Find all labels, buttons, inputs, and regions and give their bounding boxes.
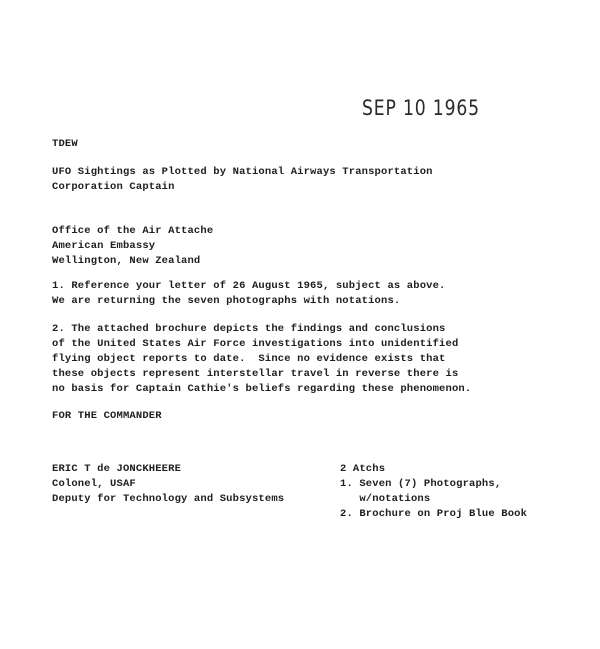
paragraph-line: of the United States Air Force investigations into unidentified	[52, 338, 459, 350]
paragraph-line: 1. Reference your letter of 26 August 1965, subject as above.	[52, 280, 446, 292]
signature-title: Deputy for Technology and Subsystems	[52, 493, 285, 505]
paragraph-line: We are returning the seven photographs with notations.	[52, 295, 401, 307]
subject-line: Corporation Captain	[52, 181, 175, 193]
signature-block	[52, 462, 284, 507]
paragraph-line: these objects represent interstellar travel in reverse there is	[52, 368, 459, 380]
date-stamp: SEP 10 1965	[362, 96, 480, 120]
attachment-item: 2. Brochure on Proj Blue Book	[340, 508, 528, 520]
attachments-block	[340, 462, 527, 522]
paragraph-line: flying object reports to date. Since no evidence exists that	[52, 353, 446, 365]
addressee-line: Office of the Air Attache	[52, 225, 214, 237]
attachment-item: 1. Seven (7) Photographs,	[340, 478, 502, 490]
paragraph-1	[52, 279, 446, 309]
office-symbol: TDEW	[52, 138, 78, 150]
addressee-line: Wellington, New Zealand	[52, 255, 201, 267]
signature-name: ERIC T de JONCKHEERE	[52, 463, 182, 475]
paragraph-line: 2. The attached brochure depicts the findings and conclusions	[52, 323, 446, 335]
addressee-line: American Embassy	[52, 240, 156, 252]
subject-block	[52, 165, 433, 195]
attachment-item: w/notations	[340, 493, 431, 505]
addressee-block	[52, 224, 213, 269]
paragraph-line: no basis for Captain Cathie's beliefs regarding these phenomenon.	[52, 383, 472, 395]
attachments-count: 2 Atchs	[340, 463, 386, 475]
paragraph-2	[52, 322, 471, 397]
subject-line: UFO Sightings as Plotted by National Airways Transportation	[52, 166, 433, 178]
signature-rank: Colonel, USAF	[52, 478, 136, 490]
closing-line: FOR THE COMMANDER	[52, 410, 162, 422]
